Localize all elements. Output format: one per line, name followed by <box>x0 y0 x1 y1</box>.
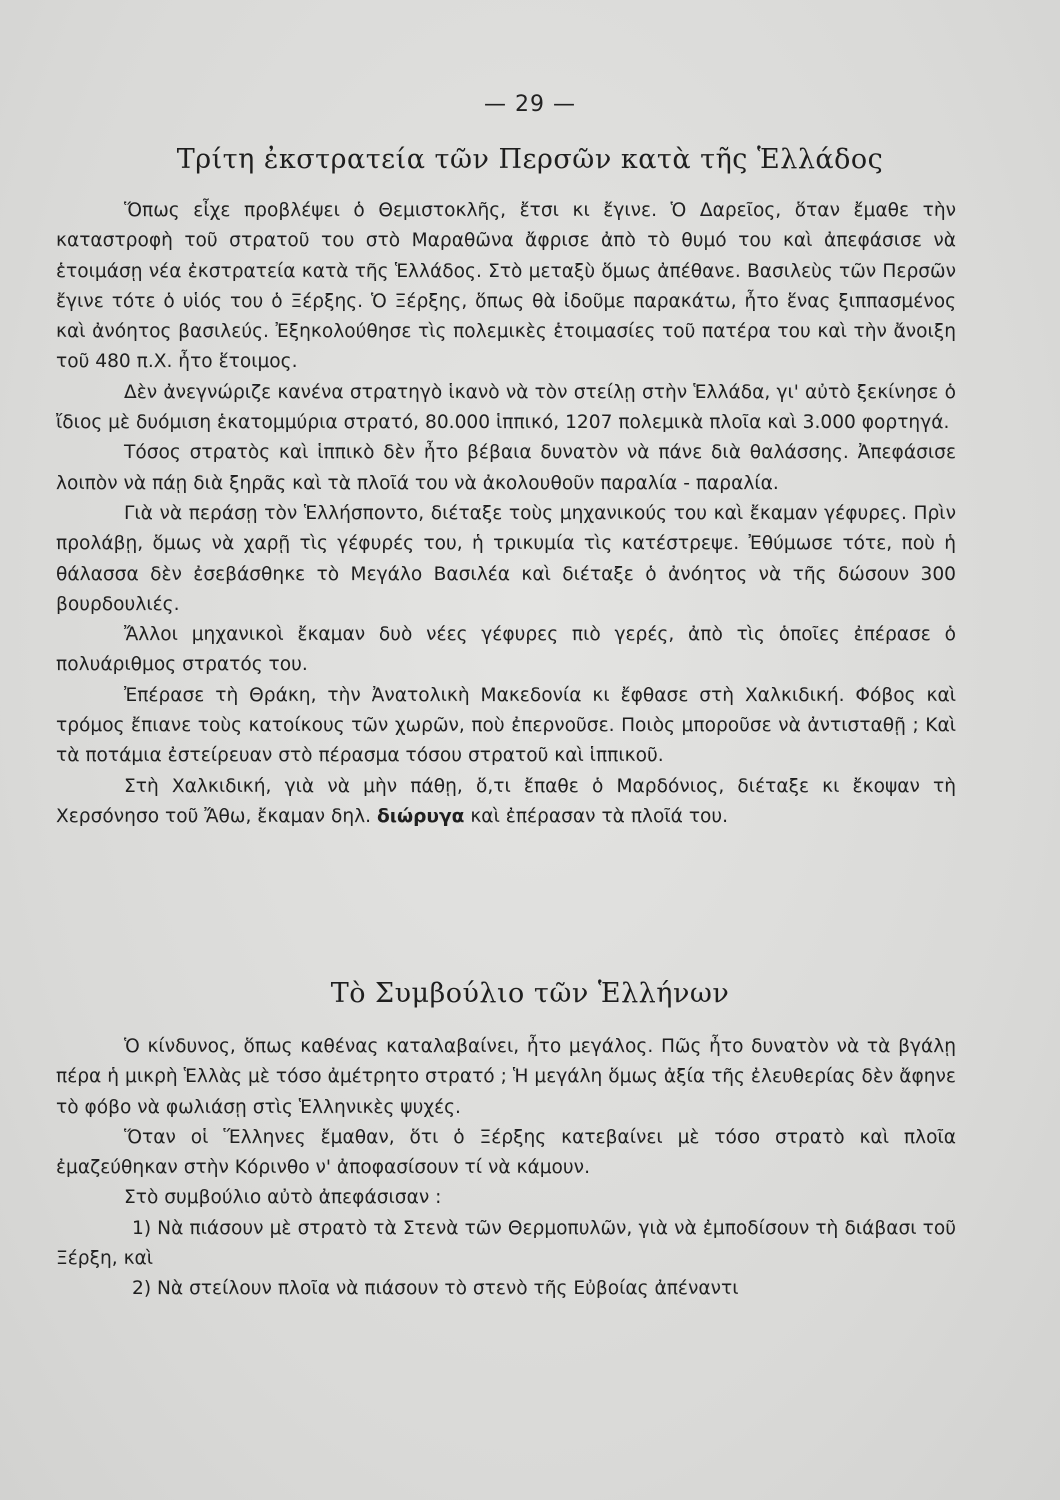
list-item: 2) Νὰ στείλουν πλοῖα νὰ πιάσουν τὸ στενὸ τῆς Εὐβοίας ἀπέναντι <box>132 1278 739 1300</box>
paragraph-text: Στὴ Χαλκιδική, γιὰ νὰ μὴν πάθῃ, ὅ,τι ἔπαθε ὁ Μαρδόνιος, διέταξε κι ἔκοψαν τὴ Χερσόνησο τοῦ Ἄθω, ἔκαμαν δηλ. <box>56 775 956 827</box>
paragraph: Τόσος στρατὸς καὶ ἱππικὸ δὲν ἦτο βέβαια δυνατὸν νὰ πάνε διὰ θαλάσσης. Ἀπεφάσισε λοιπὸν νὰ πάῃ διὰ ξηρᾶς καὶ τὰ πλοῖά του νὰ ἀκολουθοῦν παραλία - παραλία. <box>56 442 956 494</box>
section-body-third-campaign <box>56 196 956 832</box>
paragraph: Γιὰ νὰ περάσῃ τὸν Ἑλλήσποντο, διέταξε τοὺς μηχανικούς του καὶ ἔκαμαν γέφυρες. Πρὶν προλάβῃ, ὅμως νὰ χαρῇ τὶς γέφυρές του, ἡ τρικυμία τὶς κατέστρεψε. Ἐθύμωσε τότε, ποὺ ἡ θάλασσα δὲν ἐσεβάσθηκε τὸ Μεγάλο Βασιλέα καὶ διέταξε ὁ ἀνόητος νὰ τῆς δώσουν 300 βουρδουλιές. <box>56 502 956 615</box>
paragraph-text: καὶ ἐπέρασαν τὰ πλοῖά του. <box>464 805 729 827</box>
paragraph <box>56 772 956 833</box>
section-title-council: Τὸ Συμβούλιο τῶν Ἑλλήνων <box>330 978 730 1009</box>
paragraph: Δὲν ἀνεγνώριζε κανένα στρατηγὸ ἱκανὸ νὰ τὸν στείλῃ στὴν Ἑλλάδα, γι' αὐτὸ ξεκίνησε ὁ ἴδιος μὲ δυόμιση ἑκατομμύρια στρατό, 80.000 ἱππικό, 1207 πολεμικὰ πλοῖα καὶ 3.000 φορτηγά. <box>56 381 956 434</box>
paragraph: Ὅταν οἱ Ἕλληνες ἔμαθαν, ὅτι ὁ Ξέρξης κατεβαίνει μὲ τόσο στρατὸ καὶ πλοῖα ἐμαζεύθηκαν στὴν Κόρινθο ν' ἀποφασίσουν τί νὰ κάμουν. <box>56 1126 956 1179</box>
paragraph: Ὁ κίνδυνος, ὅπως καθένας καταλαβαίνει, ἦτο μεγάλος. Πῶς ἦτο δυνατὸν νὰ τὰ βγάλῃ πέρα ἡ μικρὴ Ἑλλὰς μὲ τόσο ἀμέτρητο στρατό ; Ἡ μεγάλη ὅμως ἀξία τῆς ἐλευθερίας δὲν ἄφηνε τὸ φόβο νὰ φωλιάσῃ στὶς Ἑλληνικὲς ψυχές. <box>56 1036 956 1118</box>
list-item: 1) Νὰ πιάσουν μὲ στρατὸ τὰ Στενὰ τῶν Θερμοπυλῶν, γιὰ νὰ ἐμποδίσουν τὴ διάβασι τοῦ Ξέρξη, καὶ <box>56 1217 956 1270</box>
bold-term: διώρυγα <box>376 805 465 827</box>
paragraph: Ἐπέρασε τὴ Θράκη, τὴν Ἀνατολικὴ Μακεδονία κι ἔφθασε στὴ Χαλκιδική. Φόβος καὶ τρόμος ἔπιανε τοὺς κατοίκους τῶν χωρῶν, ποὺ ἐπερνοῦσε. Ποιὸς μποροῦσε νὰ ἀντισταθῇ ; Καὶ τὰ ποτάμια ἐστείρευαν στὸ πέρασμα τόσου στρατοῦ καὶ ἱππικοῦ. <box>56 684 956 767</box>
paragraph: Ἄλλοι μηχανικοὶ ἔκαμαν δυὸ νέες γέφυρες πιὸ γερές, ἀπὸ τὶς ὁποῖες ἐπέρασε ὁ πολυάριθμος στρατός του. <box>56 624 956 676</box>
paragraph: Στὸ συμβούλιο αὐτὸ ἀπεφάσισαν : <box>124 1187 442 1209</box>
page-number: — 29 — <box>484 92 576 117</box>
section-body-council <box>56 1032 956 1305</box>
section-title-third-campaign: Τρίτη ἐκστρατεία τῶν Περσῶν κατὰ τῆς Ἑλλάδος <box>176 144 884 175</box>
paragraph: Ὅπως εἶχε προβλέψει ὁ Θεμιστοκλῆς, ἔτσι κι ἔγινε. Ὁ Δαρεῖος, ὅταν ἔμαθε τὴν καταστροφὴ τοῦ στρατοῦ του στὸ Μαραθῶνα ἄφρισε ἀπὸ τὸ θυμό του καὶ ἀπεφάσισε νὰ ἑτοιμάσῃ νέα ἐκστρατεία κατὰ τῆς Ἑλλάδος. Στὸ μεταξὺ ὅμως ἀπέθανε. Βασιλεὺς τῶν Περσῶν ἔγινε τότε ὁ υἱός του ὁ Ξέρξης. Ὁ Ξέρξης, ὅπως θὰ ἰδοῦμε παρακάτω, ἦτο ἕνας ξιππασμένος καὶ ἀνόητος βασιλεύς. Ἐξηκολούθησε τὶς πολεμικὲς ἑτοιμασίες τοῦ πατέρα του καὶ τὴν ἄνοιξη τοῦ 480 π.Χ. ἦτο ἕτοιμος. <box>56 200 956 373</box>
